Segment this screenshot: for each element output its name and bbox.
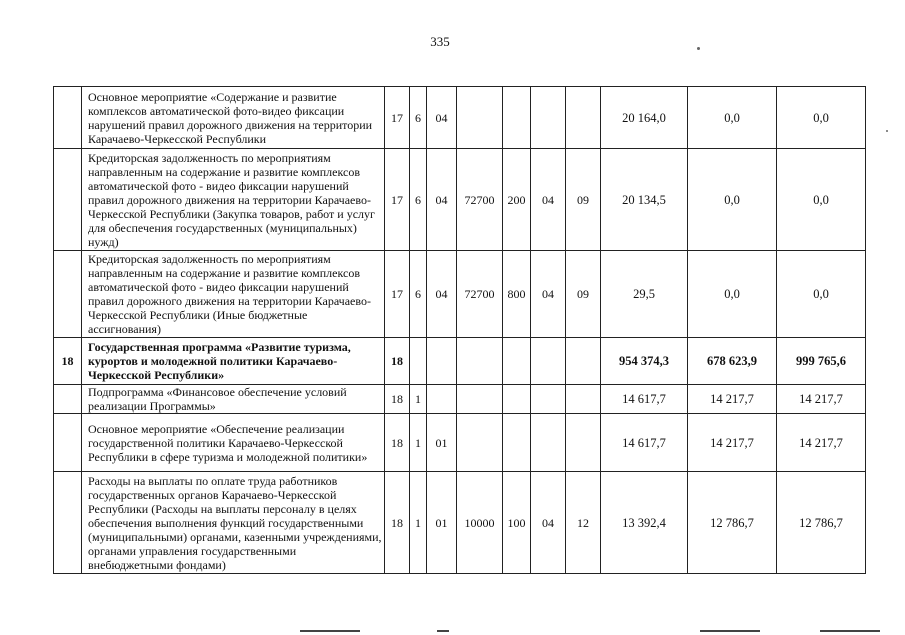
subprogram-code: 6 xyxy=(410,87,427,149)
amount-3: 14 217,7 xyxy=(777,414,866,472)
program-code: 17 xyxy=(385,87,410,149)
amount-3: 14 217,7 xyxy=(777,385,866,414)
table-row xyxy=(54,251,866,338)
direction-code: 72700 xyxy=(457,251,503,338)
row-number xyxy=(54,472,82,574)
amount-2: 14 217,7 xyxy=(688,414,777,472)
expense-type-code xyxy=(503,338,531,385)
scan-speck xyxy=(886,130,888,132)
subprogram-code: 1 xyxy=(410,385,427,414)
amount-3: 0,0 xyxy=(777,87,866,149)
expense-type-code: 200 xyxy=(503,149,531,251)
scan-artifact xyxy=(437,630,449,632)
direction-code xyxy=(457,414,503,472)
activity-code: 01 xyxy=(427,472,457,574)
activity-code xyxy=(427,385,457,414)
subsection-code xyxy=(566,338,601,385)
amount-1: 14 617,7 xyxy=(601,385,688,414)
amount-1: 14 617,7 xyxy=(601,414,688,472)
amount-1: 20 134,5 xyxy=(601,149,688,251)
amount-1: 954 374,3 xyxy=(601,338,688,385)
program-code: 18 xyxy=(385,385,410,414)
amount-2: 12 786,7 xyxy=(688,472,777,574)
program-code: 17 xyxy=(385,149,410,251)
table-body xyxy=(54,87,866,574)
row-number: 18 xyxy=(54,338,82,385)
expense-type-code: 100 xyxy=(503,472,531,574)
row-number xyxy=(54,149,82,251)
row-name: Государственная программа «Развитие туризма, курортов и молодежной политики Карачаево-Черкесской Республики» xyxy=(82,338,385,385)
direction-code xyxy=(457,87,503,149)
subsection-code xyxy=(566,414,601,472)
section-code: 04 xyxy=(531,251,566,338)
row-number xyxy=(54,87,82,149)
table-row xyxy=(54,414,866,472)
section-code xyxy=(531,87,566,149)
scan-artifact xyxy=(820,630,880,632)
expense-type-code xyxy=(503,87,531,149)
subprogram-code: 6 xyxy=(410,251,427,338)
program-code: 18 xyxy=(385,338,410,385)
activity-code: 04 xyxy=(427,251,457,338)
amount-1: 29,5 xyxy=(601,251,688,338)
row-name: Расходы на выплаты по оплате труда работников государственных органов Карачаево-Черкесской Республики (Расходы на выплаты персоналу в целях обеспечения выполнения функций государственными (муниципальными) органами, казенными учреждениями, органами управления государственными внебюджетными фондами) xyxy=(82,472,385,574)
scan-artifact xyxy=(700,630,760,632)
section-code xyxy=(531,414,566,472)
amount-2: 14 217,7 xyxy=(688,385,777,414)
subsection-code: 12 xyxy=(566,472,601,574)
expense-type-code xyxy=(503,414,531,472)
row-number xyxy=(54,414,82,472)
expense-type-code xyxy=(503,385,531,414)
activity-code: 01 xyxy=(427,414,457,472)
subsection-code: 09 xyxy=(566,149,601,251)
row-name: Кредиторская задолженность по мероприятиям направленным на содержание и развитие комплексов автоматической фото - видео фиксации нарушений правил дорожного движения на территории Карачаево-Черкесской Республики (Закупка товаров, работ и услуг для обеспечения государственных (муниципальных) нужд) xyxy=(82,149,385,251)
subprogram-code: 1 xyxy=(410,414,427,472)
subsection-code xyxy=(566,385,601,414)
direction-code xyxy=(457,385,503,414)
budget-table xyxy=(53,86,866,574)
row-name: Подпрограмма «Финансовое обеспечение условий реализации Программы» xyxy=(82,385,385,414)
amount-1: 13 392,4 xyxy=(601,472,688,574)
direction-code xyxy=(457,338,503,385)
table-row xyxy=(54,338,866,385)
subsection-code: 09 xyxy=(566,251,601,338)
subprogram-code xyxy=(410,338,427,385)
expense-type-code: 800 xyxy=(503,251,531,338)
row-name: Кредиторская задолженность по мероприятиям направленным на содержание и развитие комплексов автоматической фото - видео фиксации нарушений правил дорожного движения на территории Карачаево-Черкесской Республики (Иные бюджетные ассигнования) xyxy=(82,251,385,338)
subprogram-code: 1 xyxy=(410,472,427,574)
table-row xyxy=(54,87,866,149)
row-name: Основное мероприятие «Обеспечение реализации государственной политики Карачаево-Черкесской Республики в сфере туризма и молодежной политики» xyxy=(82,414,385,472)
direction-code: 72700 xyxy=(457,149,503,251)
scan-artifact xyxy=(300,630,360,632)
section-code xyxy=(531,338,566,385)
section-code xyxy=(531,385,566,414)
scan-speck xyxy=(697,47,700,50)
activity-code: 04 xyxy=(427,149,457,251)
direction-code: 10000 xyxy=(457,472,503,574)
amount-3: 0,0 xyxy=(777,251,866,338)
activity-code xyxy=(427,338,457,385)
amount-3: 999 765,6 xyxy=(777,338,866,385)
program-code: 17 xyxy=(385,251,410,338)
subsection-code xyxy=(566,87,601,149)
table-row xyxy=(54,149,866,251)
page-number: 335 xyxy=(430,34,450,49)
program-code: 18 xyxy=(385,414,410,472)
table-row xyxy=(54,472,866,574)
amount-1: 20 164,0 xyxy=(601,87,688,149)
amount-2: 0,0 xyxy=(688,149,777,251)
section-code: 04 xyxy=(531,472,566,574)
amount-2: 0,0 xyxy=(688,251,777,338)
section-code: 04 xyxy=(531,149,566,251)
amount-3: 0,0 xyxy=(777,149,866,251)
row-number xyxy=(54,385,82,414)
amount-2: 0,0 xyxy=(688,87,777,149)
amount-3: 12 786,7 xyxy=(777,472,866,574)
table-row xyxy=(54,385,866,414)
amount-2: 678 623,9 xyxy=(688,338,777,385)
subprogram-code: 6 xyxy=(410,149,427,251)
activity-code: 04 xyxy=(427,87,457,149)
row-name: Основное мероприятие «Содержание и развитие комплексов автоматической фото-видео фиксации нарушений правил дорожного движения на территории Карачаево-Черкесской Республики xyxy=(82,87,385,149)
row-number xyxy=(54,251,82,338)
program-code: 18 xyxy=(385,472,410,574)
